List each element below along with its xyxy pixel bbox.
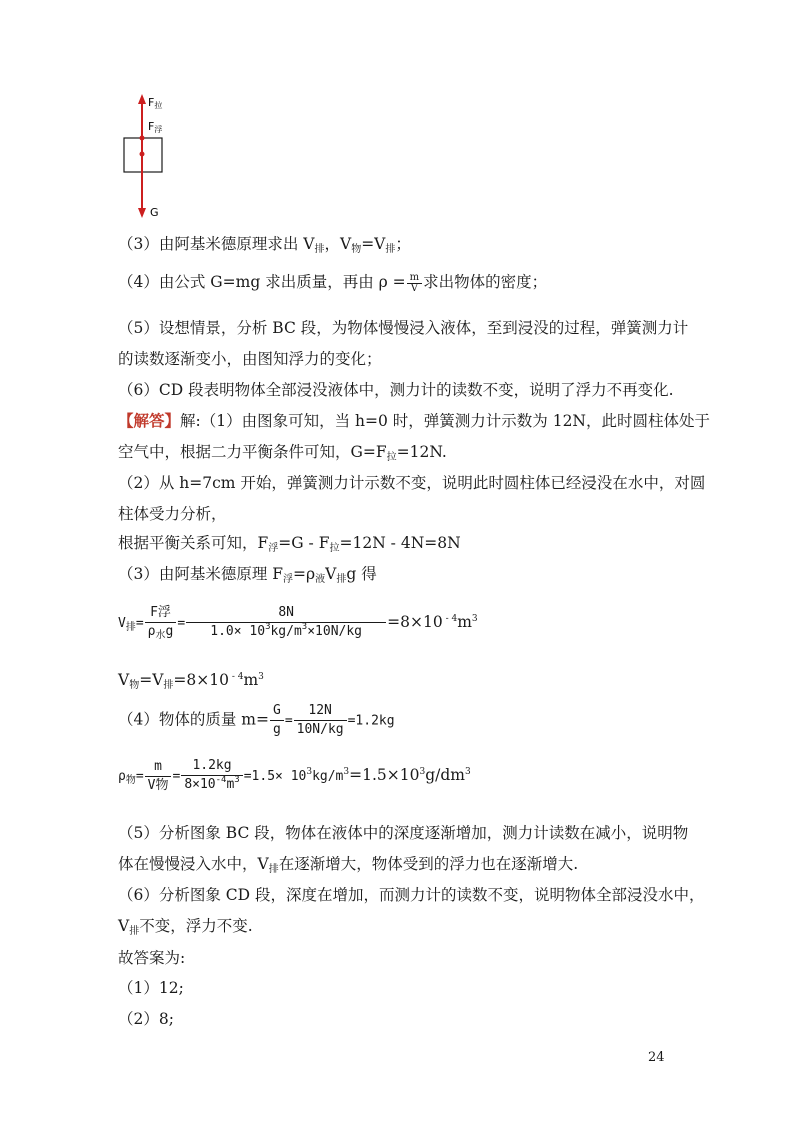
answer-step-5-line-2: 体在慢慢浸入水中，V排在逐渐增大，物体受到的浮力也在逐渐增大. bbox=[118, 855, 579, 875]
final-answer-1: （1）12; bbox=[118, 979, 184, 997]
answer-step-4-mass: （4）物体的质量 m= $\frac{G}{g}$ = $\frac{12N}{10N/kg}$ =1.2kg bbox=[118, 703, 395, 737]
answer-step-2-line-2: 柱体受力分析， bbox=[118, 505, 227, 523]
force-point-top bbox=[140, 136, 145, 141]
force-diagram bbox=[118, 92, 178, 222]
analysis-step-4: （4）由公式 G=mg 求出质量，再由 ρ = $\frac{m}{V}$ 求出物体的密度； bbox=[118, 271, 548, 294]
arrow-up-icon bbox=[138, 94, 146, 104]
answer-step-1-line-2: 空气中，根据二力平衡条件可知，G=F拉=12N. bbox=[118, 443, 447, 463]
equation-v-object: V物=V排=8×10 $^{- 4}m^3$ bbox=[118, 671, 264, 691]
answer-tag: 【解答】 bbox=[118, 411, 181, 430]
label-f-buoy: F浮 bbox=[148, 120, 163, 134]
equation-v-displaced: V排= $\frac{\text{F浮}}{\rho_水g}$ = $\frac{8N}{1.0\times 10^3kg/m^3\times 10N/kg}$ =8×10 $^{- 4}m^3$ bbox=[118, 605, 478, 641]
analysis-step-3: （3）由阿基米德原理求出 V排，V物=V排； bbox=[118, 235, 411, 255]
equation-density: ρ物= $\frac{m}{\text{V物}}$ = $\frac{1.2kg}{8\times 10^{-4}m^3}$ $=1.5\times 10^3kg/m^3=1.5\times 10^3g/dm^3$ bbox=[118, 758, 471, 793]
analysis-step-6: （6）CD 段表明物体全部浸没液体中，测力计的读数不变，说明了浮力不再变化. bbox=[118, 381, 674, 399]
label-f-pull: F拉 bbox=[148, 96, 163, 110]
conclusion: 故答案为: bbox=[118, 949, 186, 967]
answer-step-5-line-1: （5）分析图象 BC 段，物体在液体中的深度逐渐增加，测力计读数在减小，说明物 bbox=[118, 824, 689, 842]
answer-step-2-line-3: 根据平衡关系可知，F浮=G - F拉=12N - 4N=8N bbox=[118, 534, 461, 554]
page-number: 24 bbox=[648, 1050, 665, 1065]
analysis-step-5-line-1: （5）设想情景，分析 BC 段，为物体慢慢浸入液体，至到浸没的过程，弹簧测力计 bbox=[118, 319, 689, 337]
final-answer-2: （2）8; bbox=[118, 1010, 174, 1028]
answer-step-6-line-2: V排不变，浮力不变. bbox=[118, 917, 253, 937]
answer-step-1-line-1: 【解答】解:（1）由图象可知，当 h=0 时，弹簧测力计示数为 12N，此时圆柱体处于 bbox=[118, 411, 710, 430]
answer-step-3-line-1: （3）由阿基米德原理 F浮=ρ液V排g 得 bbox=[118, 565, 377, 585]
answer-step-6-line-1: （6）分析图象 CD 段，深度在增加，而测力计的读数不变，说明物体全部浸没水中， bbox=[118, 886, 705, 904]
analysis-step-5-line-2: 的读数逐渐变小，由图知浮力的变化； bbox=[118, 350, 382, 368]
force-point-center bbox=[140, 152, 145, 157]
label-gravity: G bbox=[150, 206, 159, 219]
arrow-down-icon bbox=[138, 208, 146, 218]
answer-step-2-line-1: （2）从 h=7cm 开始，弹簧测力计示数不变，说明此时圆柱体已经浸没在水中，对圆 bbox=[118, 474, 706, 492]
